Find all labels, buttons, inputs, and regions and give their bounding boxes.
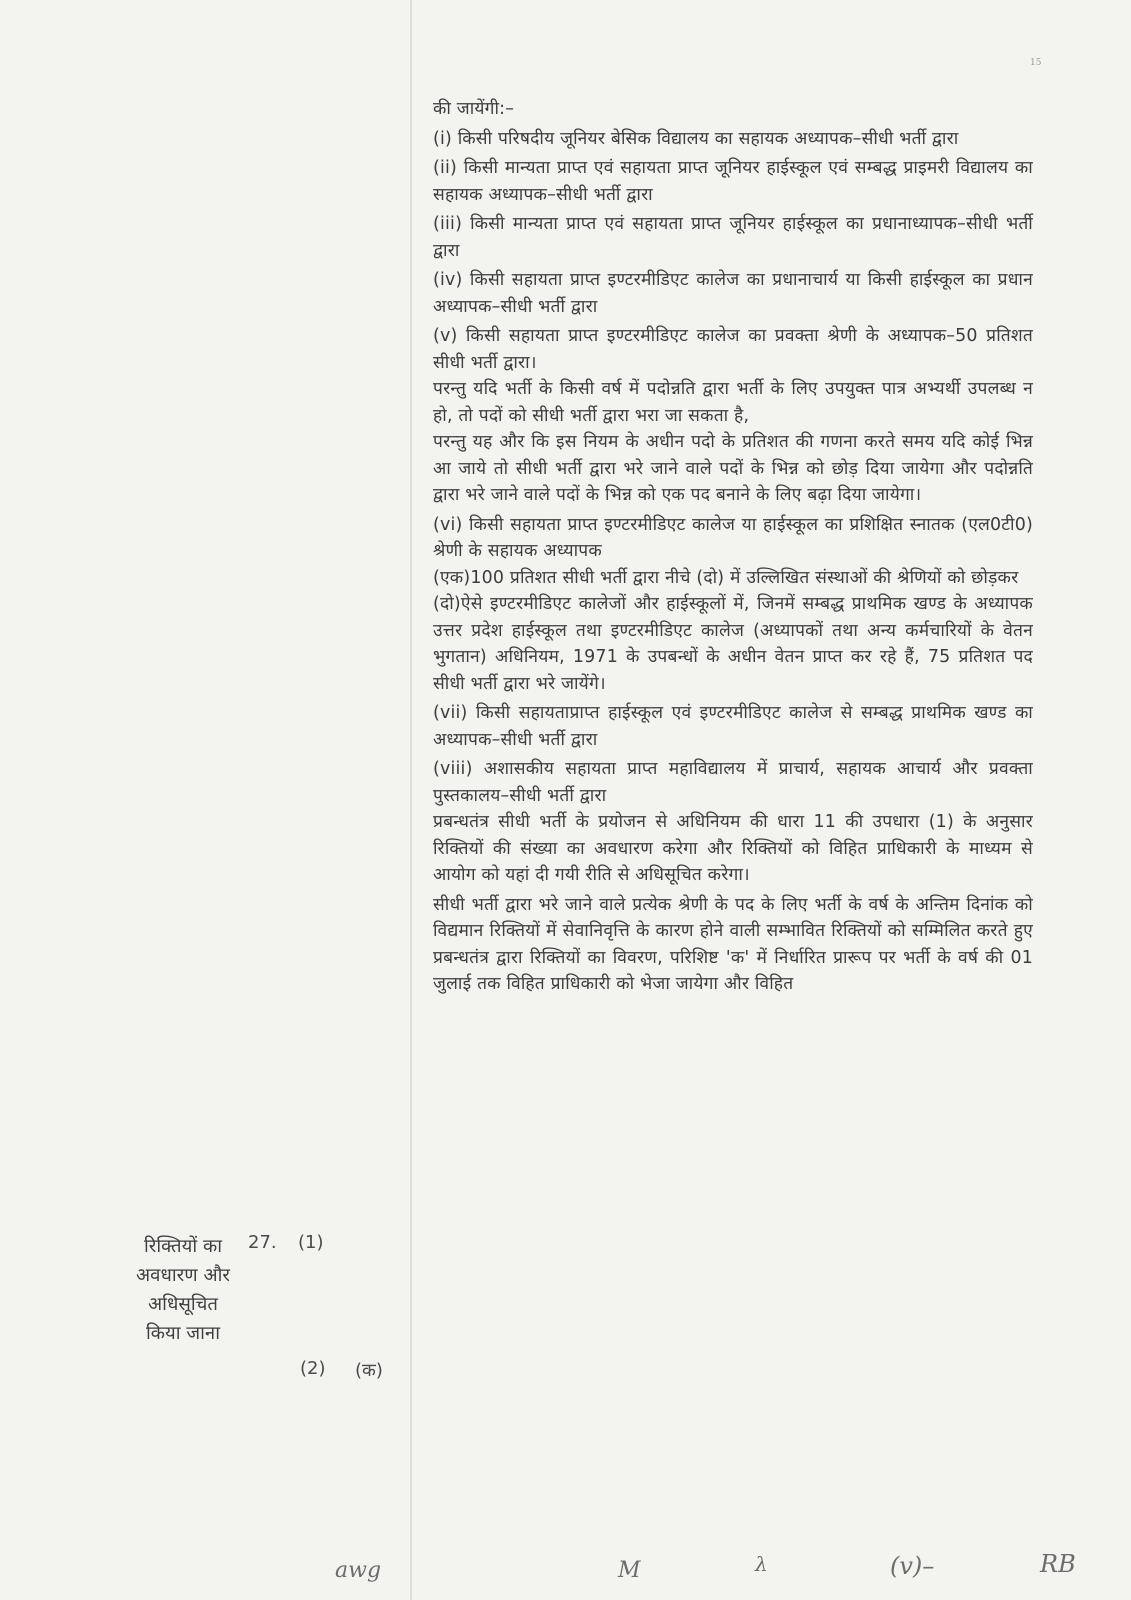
side-heading (113, 1232, 253, 1348)
signature-initials: awg (335, 1558, 382, 1583)
side-heading-line: किया जाना (146, 1323, 220, 1344)
main-text (433, 96, 1033, 1001)
clause-vi-two: (दो)ऐसे इण्टरमीडिएट कालेजों और हाईस्कूलों में, जिनमें सम्बद्ध प्राथमिक खण्ड के अध्यापक उत्तर प्रदेश हाईस्कूल तथा इण्टरमीडिएट कालेज (अध्यापकों तथा अन्य कर्मचारियों के वेतन भुगतान) अधिनियम, 1971 के उपबन्धों के अधीन वेतन प्राप्त कर रहे हैं, 75 प्रतिशत पद सीधी भर्ती द्वारा भरे जायेंगे। (433, 594, 1033, 694)
clause-vi-one: (एक)100 प्रतिशत सीधी भर्ती द्वारा नीचे (दो) में उल्लिखित संस्थाओं की श्रेणियों को छोड़कर (433, 567, 1019, 588)
rule-27-2-ka-text: सीधी भर्ती द्वारा भरे जाने वाले प्रत्येक श्रेणी के पद के लिए भर्ती के वर्ष के अन्तिम दिनांक को विद्यमान रिक्तियों में सेवानिवृत्ति के कारण होने वाली सम्भावित रिक्तियों को सम्मिलित करते हुए प्रबन्धतंत्र द्वारा रिक्तियों का विवरण, परिशिष्ट 'क' में निर्धारित प्रारूप पर भर्ती के वर्ष की 01 जुलाई तक विहित प्राधिकारी को भेजा जायेगा और विहित (433, 894, 1033, 994)
side-heading-line: रिक्तियों का (143, 1236, 222, 1257)
side-heading-line: अवधारण और (136, 1265, 230, 1286)
clause-v: (v) किसी सहायता प्राप्त इण्टरमीडिएट कालेज का प्रवक्ता श्रेणी के अध्यापक–50 प्रतिशत सीधी भर्ती द्वारा। (433, 326, 1033, 373)
rule-number: 27. (248, 1232, 277, 1253)
clause-iv: (iv) किसी सहायता प्राप्त इण्टरमीडिएट कालेज का प्रधानाचार्य या किसी हाईस्कूल का प्रधान अध्यापक–सीधी भर्ती द्वारा (433, 270, 1033, 317)
sub-clause-1: (1) (298, 1232, 324, 1253)
clause-ka: (क) (355, 1360, 383, 1381)
clause-viii: (viii) अशासकीय सहायता प्राप्त महाविद्यालय में प्राचार्य, सहायक आचार्य और प्रवक्ता पुस्तकालय–सीधी भर्ती द्वारा (433, 759, 1033, 806)
signature-initials: M (618, 1558, 641, 1583)
intro-line: की जायेंगी:– (433, 99, 515, 119)
clause-ii: (ii) किसी मान्यता प्राप्त एवं सहायता प्राप्त जूनियर हाईस्कूल एवं सम्बद्ध प्राइमरी विद्यालय का सहायक अध्यापक–सीधी भर्ती द्वारा (433, 158, 1033, 205)
proviso-2: परन्तु यह और कि इस नियम के अधीन पदो के प्रतिशत की गणना करते समय यदि कोई भिन्न आ जाये तो सीधी भर्ती द्वारा भरे जाने वाले पदों के भिन्न को छोड़ दिया जायेगा और पदोन्नति द्वारा भरे जाने वाले पदों के भिन्न को एक पद बनाने के लिए बढ़ा दिया जायेगा। (433, 432, 1033, 505)
proviso-1: परन्तु यदि भर्ती के किसी वर्ष में पदोन्नति द्वारा भर्ती के लिए उपयुक्त पात्र अभ्यर्थी उपलब्ध न हो, तो पदों को सीधी भर्ती द्वारा भरा जा सकता है, (433, 379, 1033, 426)
rule-27-1-text: प्रबन्धतंत्र सीधी भर्ती के प्रयोजन से अधिनियम की धारा 11 की उपधारा (1) के अनुसार रिक्तियों की संख्या का अवधारण करेगा और रिक्तियों को विहित प्राधिकारी के माध्यम से आयोग को यहां दी गयी रीति से अधिसूचित करेगा। (433, 812, 1033, 885)
clause-vii: (vii) किसी सहायताप्राप्त हाईस्कूल एवं इण्टरमीडिएट कालेज से सम्बद्ध प्राथमिक खण्ड का अध्यापक–सीधी भर्ती द्वारा (433, 703, 1033, 750)
clause-vi: (vi) किसी सहायता प्राप्त इण्टरमीडिएट कालेज या हाईस्कूल का प्रशिक्षित स्नातक (एल0टी0) श्रेणी के सहायक अध्यापक (433, 514, 1033, 561)
signature-initials: λ (755, 1552, 768, 1576)
clause-iii: (iii) किसी मान्यता प्राप्त एवं सहायता प्राप्त जूनियर हाईस्कूल का प्रधानाध्यापक–सीधी भर्ती द्वारा (433, 214, 1033, 261)
side-heading-line: अधिसूचित (148, 1294, 218, 1315)
signature-initials: (v)– (890, 1552, 935, 1580)
clause-i: (i) किसी परिषदीय जूनियर बेसिक विद्यालय का सहायक अध्यापक–सीधी भर्ती द्वारा (433, 128, 959, 149)
sub-clause-2: (2) (300, 1358, 326, 1379)
signature-initials: RB (1040, 1550, 1076, 1578)
fold-line (410, 0, 412, 1600)
page-number: 15 (1030, 58, 1042, 68)
